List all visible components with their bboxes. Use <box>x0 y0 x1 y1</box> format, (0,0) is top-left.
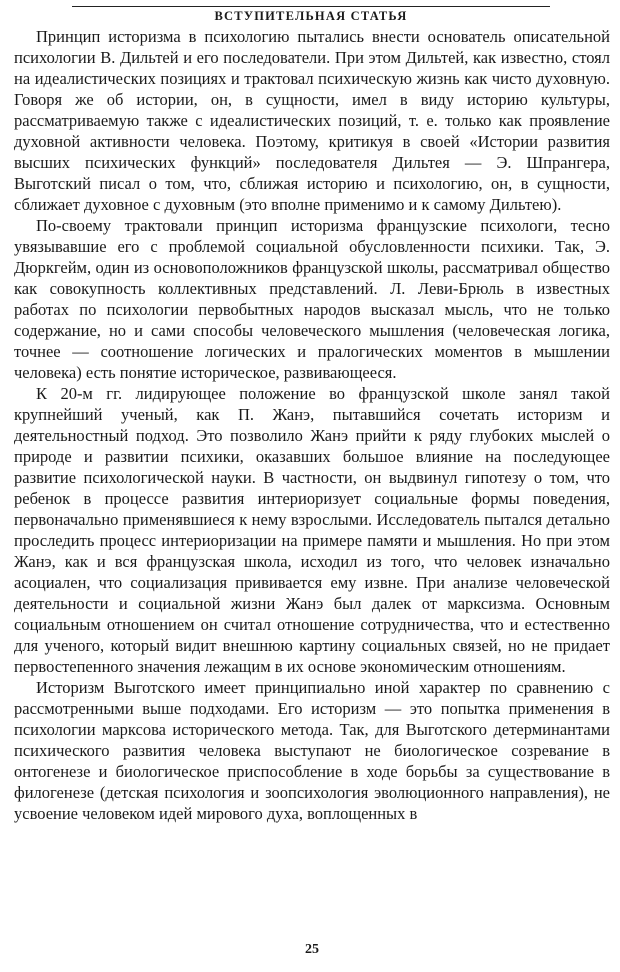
page-number: 25 <box>305 942 319 957</box>
paragraph-1: Принцип историзма в психологию пытались внести основатель описательной психологии В. Дильтей и его последователи. При этом Дильтей, как известно, стоял на идеалистических позициях и трактовал психическую жизнь как чисто духовную. Говоря же об истории, он, в сущности, имел в виду историю культуры, рассматриваемую также с идеалистических позиций, т. е. только как проявление духовной активности человека. Поэтому, критикуя в своей «Истории развития высших психических функций» последователя Дильтея — Э. Шпрангера, Выготский писал о том, что, сближая историю и психологию, он, в сущности, сближает духовное с духовным (это вполне применимо и к самому Дильтею). <box>14 27 610 214</box>
running-header <box>72 3 550 25</box>
book-page <box>14 0 610 972</box>
body-text <box>14 26 610 824</box>
paragraph-3: К 20-м гг. лидирующее положение во французской школе занял такой крупнейший ученый, как П. Жанэ, пытавшийся сочетать историзм и деятельностный подход. Это позволило Жанэ прийти к ряду глубоких мыслей о природе и развитии психики, оказавших большое влияние на последующее развитие психологической науки. В частности, он выдвинул гипотезу о том, что ребенок в процессе развития интериоризует социальные формы поведения, первоначально применявшиеся к нему взрослыми. Исследователь пытался детально проследить процесс интериоризации на примере памяти и мышления. Но при этом Жанэ, как и вся французская школа, исходил из того, что человек изначально асоциален, что социализация прививается ему извне. При анализе человеческой деятельности и социальной жизни Жанэ был далек от марксизма. Основным социальным отношением он считал отношение сотрудничества, что и естественно для ученого, который видит внешнюю картину социальных связей, но не придает первостепенного значения лежащим в их основе экономическим отношениям. <box>14 384 610 676</box>
header-rule <box>72 6 550 7</box>
paragraph-2: По-своему трактовали принцип историзма французские психологи, тесно увязывавшие его с проблемой социальной обусловленности психики. Так, Э. Дюркгейм, один из основоположников французской школы, рассматривал общество как совокупность коллективных представлений. Л. Леви-Брюль в известных работах по психологии первобытных народов высказал мысль, что не только содержание, но и сами способы человеческого мышления (человеческая логика, точнее — соотношение логических и пралогических моментов в мышлении человека) есть понятие историческое, развивающееся. <box>14 216 610 382</box>
paragraph-4: Историзм Выготского имеет принципиально иной характер по сравнению с рассмотренными выше подходами. Его историзм — это попытка применения в психологии марксова исторического метода. Так, для Выготского детерминантами психического развития человека выступают не биологическое созревание в онтогенезе и биологическое приспособление в ходе борьбы за существование в филогенезе (детская психология и зоопсихология эволюционного направления), не усвоение человеком идей мирового духа, воплощенных в <box>14 678 610 823</box>
running-title: ВСТУПИТЕЛЬНАЯ СТАТЬЯ <box>214 9 408 23</box>
